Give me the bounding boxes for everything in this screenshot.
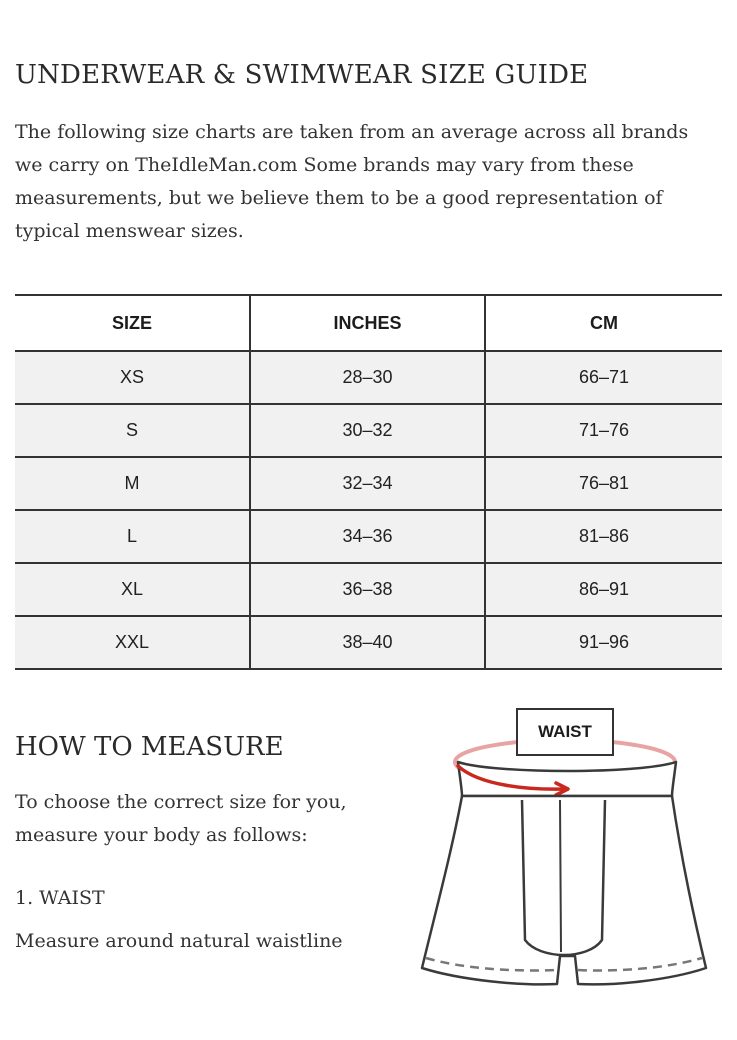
- cell-cm: 76–81: [485, 457, 722, 510]
- cell-size: XL: [15, 563, 250, 616]
- cell-size: XS: [15, 351, 250, 404]
- table-row: [15, 616, 722, 669]
- cell-inches: 34–36: [250, 510, 485, 563]
- cell-cm: 71–76: [485, 404, 722, 457]
- cell-inches: 36–38: [250, 563, 485, 616]
- header-size: SIZE: [15, 295, 250, 351]
- table-row: [15, 404, 722, 457]
- header-cm: CM: [485, 295, 722, 351]
- how-to-measure-title: HOW TO MEASURE: [15, 732, 284, 762]
- cell-cm: 86–91: [485, 563, 722, 616]
- table-row: [15, 457, 722, 510]
- cell-size: S: [15, 404, 250, 457]
- cell-size: L: [15, 510, 250, 563]
- cell-inches: 32–34: [250, 457, 485, 510]
- cell-inches: 28–30: [250, 351, 485, 404]
- cell-inches: 30–32: [250, 404, 485, 457]
- cell-cm: 81–86: [485, 510, 722, 563]
- cell-cm: 66–71: [485, 351, 722, 404]
- table-header-row: [15, 295, 722, 351]
- intro-paragraph: The following size charts are taken from an average across all brands we carry on TheIdleMan.com Some brands may vary from these measurements, but we believe them to be a good representation of typical menswear sizes.: [15, 121, 689, 242]
- page-title: UNDERWEAR & SWIMWEAR SIZE GUIDE: [15, 60, 589, 90]
- step-waist-description: Measure around natural waistline: [15, 930, 343, 952]
- cell-cm: 91–96: [485, 616, 722, 669]
- cell-size: XXL: [15, 616, 250, 669]
- table-row: [15, 510, 722, 563]
- waist-label: WAIST: [516, 708, 614, 756]
- cell-inches: 38–40: [250, 616, 485, 669]
- table-row: [15, 351, 722, 404]
- header-inches: INCHES: [250, 295, 485, 351]
- size-table: [15, 294, 722, 670]
- table-row: [15, 563, 722, 616]
- how-to-measure-intro: To choose the correct size for you, measure your body as follows:: [15, 791, 347, 846]
- step-waist-title: 1. WAIST: [15, 887, 105, 909]
- cell-size: M: [15, 457, 250, 510]
